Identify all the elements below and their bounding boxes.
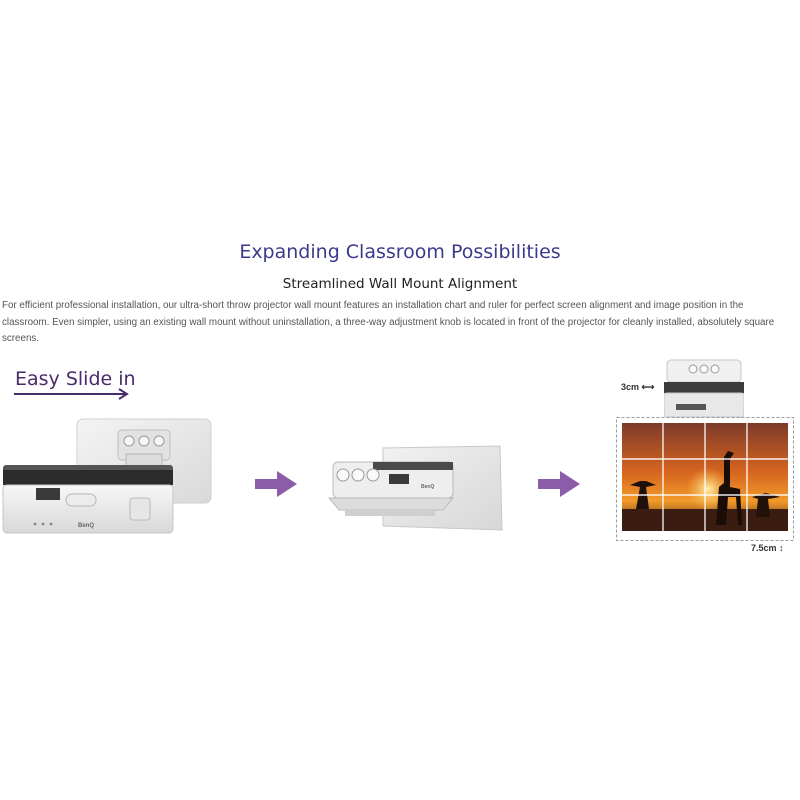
brand-logo: BenQ — [78, 523, 95, 529]
aligned-projection-image — [616, 417, 794, 541]
step-arrow-icon — [538, 471, 580, 497]
description-text: For efficient professional installation, our ultra-short throw projector wall mount features an installation chart and ruler for perfect screen alignment and image position in the classroom. Even simpler, using an existing wall mount without uninstallation, a three-way adjustment knob is located in front of the projector for cleanly installed, absolutely square screens. — [2, 300, 775, 344]
horizontal-offset-label: 3cm ⟷ — [621, 382, 655, 392]
step-arrow-icon — [255, 471, 297, 497]
slide-in-arrow-icon — [14, 388, 132, 400]
section-subheading: Streamlined Wall Mount Alignment — [282, 276, 518, 292]
projector-and-wall-plate-image — [0, 412, 215, 537]
vertical-offset-label: 7.5cm ↕ — [751, 543, 784, 553]
brand-logo: BenQ — [421, 484, 435, 490]
projector-sliding-onto-mount-image — [325, 440, 505, 538]
vertical-arrow-icon: ↕ — [779, 543, 784, 553]
double-arrow-icon: ⟷ — [641, 382, 655, 392]
easy-slide-label: Easy Slide in — [15, 368, 136, 390]
section-heading: Expanding Classroom Possibilities — [239, 241, 561, 263]
projector-top-view-image — [664, 358, 744, 422]
